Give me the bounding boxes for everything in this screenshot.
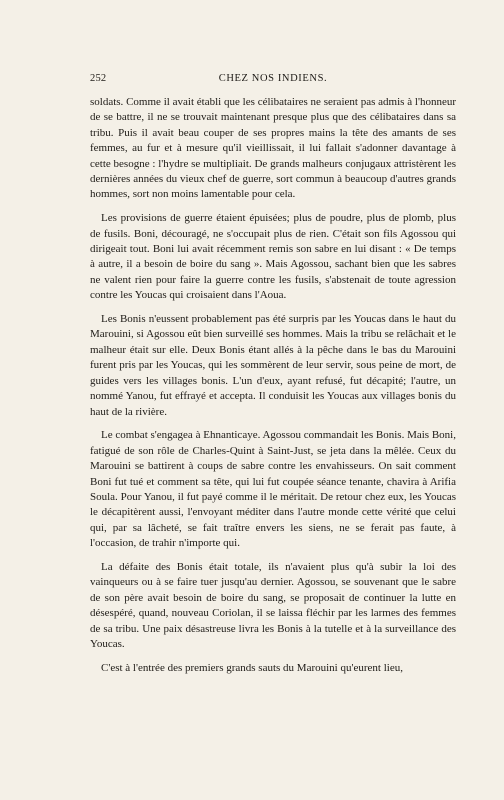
- paragraph-6: C'est à l'entrée des premiers grands sauts du Marouini qu'eurent lieu,: [101, 661, 403, 674]
- page-number: 252: [90, 73, 107, 84]
- running-head: [90, 73, 456, 87]
- paragraph-2: Les provisions de guerre étaient épuisées; plus de poudre, plus de plomb, plus de fusils. Boni, découragé, ne s'occupait plus de rien. C'était son fils Agossou qui dirigeait tout. Boni lui avait récemment remis son sabre en lui disant : « De temps à autre, il a besoin de boire du sang ». Mais Agossou, sachant bien que les sabres ne valent rien pour faire la guerre contre les fusils, s'abstenait de toute agression contre les Youcas qui croisaient dans l'Aoua.: [90, 212, 456, 302]
- paragraph-5: La défaite des Bonis était totale, ils n'avaient plus qu'à subir la loi des vainqueurs ou à se faire tuer jusqu'au dernier. Agossou, se souvenant que le sabre de son père avait besoin de boire du sang, se proposait de continuer la lutte en désespéré, quand, nouveau Coriolan, il se laissa fléchir par les larmes des femmes de sa tribu. Une paix désastreuse livra les Bonis à la tutelle et à la surveillance des Youcas.: [90, 560, 456, 650]
- running-title: CHEZ NOS INDIENS.: [218, 73, 328, 84]
- paragraph-1: soldats. Comme il avait établi que les célibataires ne seraient pas admis à l'honneur de se battre, il ne se trouvait maintenant presque plus que des célibataires dans sa tribu. Puis il avait beau couper de ses propres mains la tête des amants de ses femmes, au fur et à mesure qu'il vieillissait, il lui fallait s'adonner davantage à cette besogne : l'hydre se multipliait. De grands malheurs conjugaux attristèrent les dernières années du vieux chef de guerre, sort commun à beaucoup d'autres grands hommes, sort non moins lamentable pour cela.: [90, 96, 456, 201]
- paragraph-3: Les Bonis n'eussent probablement pas été surpris par les Youcas dans le haut du Marouini, si Agossou eût bien surveillé ses hommes. Mais la tribu se relâchait et le malheur était sur elle. Deux Bonis étant allés à la pêche dans le bas du Marouini furent pris par les Youcas, qui les sommèrent de leur servir, sous peine de mort, de guides vers les villages bonis. L'un d'eux, ayant refusé, fut décapité; l'autre, un nommé Yanou, fut effrayé et accepta. Il conduisit les Youcas aux villages bonis du haut de la rivière.: [90, 313, 456, 418]
- paragraph-4: Le combat s'engagea à Ehnanticaye. Agossou commandait les Bonis. Mais Boni, fatigué de son rôle de Charles-Quint à Saint-Just, se jeta dans la mêlée. Ceux du Marouini se battirent à coups de sabre contre les envahisseurs. On sait comment Boni fut tué et comment sa tête, qui lui fut coupée séance tenante, chavira à Arifia Soula. Pour Yanou, il fut payé comme il le méritait. De retour chez eux, les Youcas le décapitèrent aussi, l'envoyant méditer dans l'autre monde cette vérité que celui qui, par sa lâcheté, se fait traître envers les siens, ne se ferait pas faute, à l'occasion, de trahir n'importe qui.: [90, 429, 456, 550]
- body-text: [90, 95, 456, 685]
